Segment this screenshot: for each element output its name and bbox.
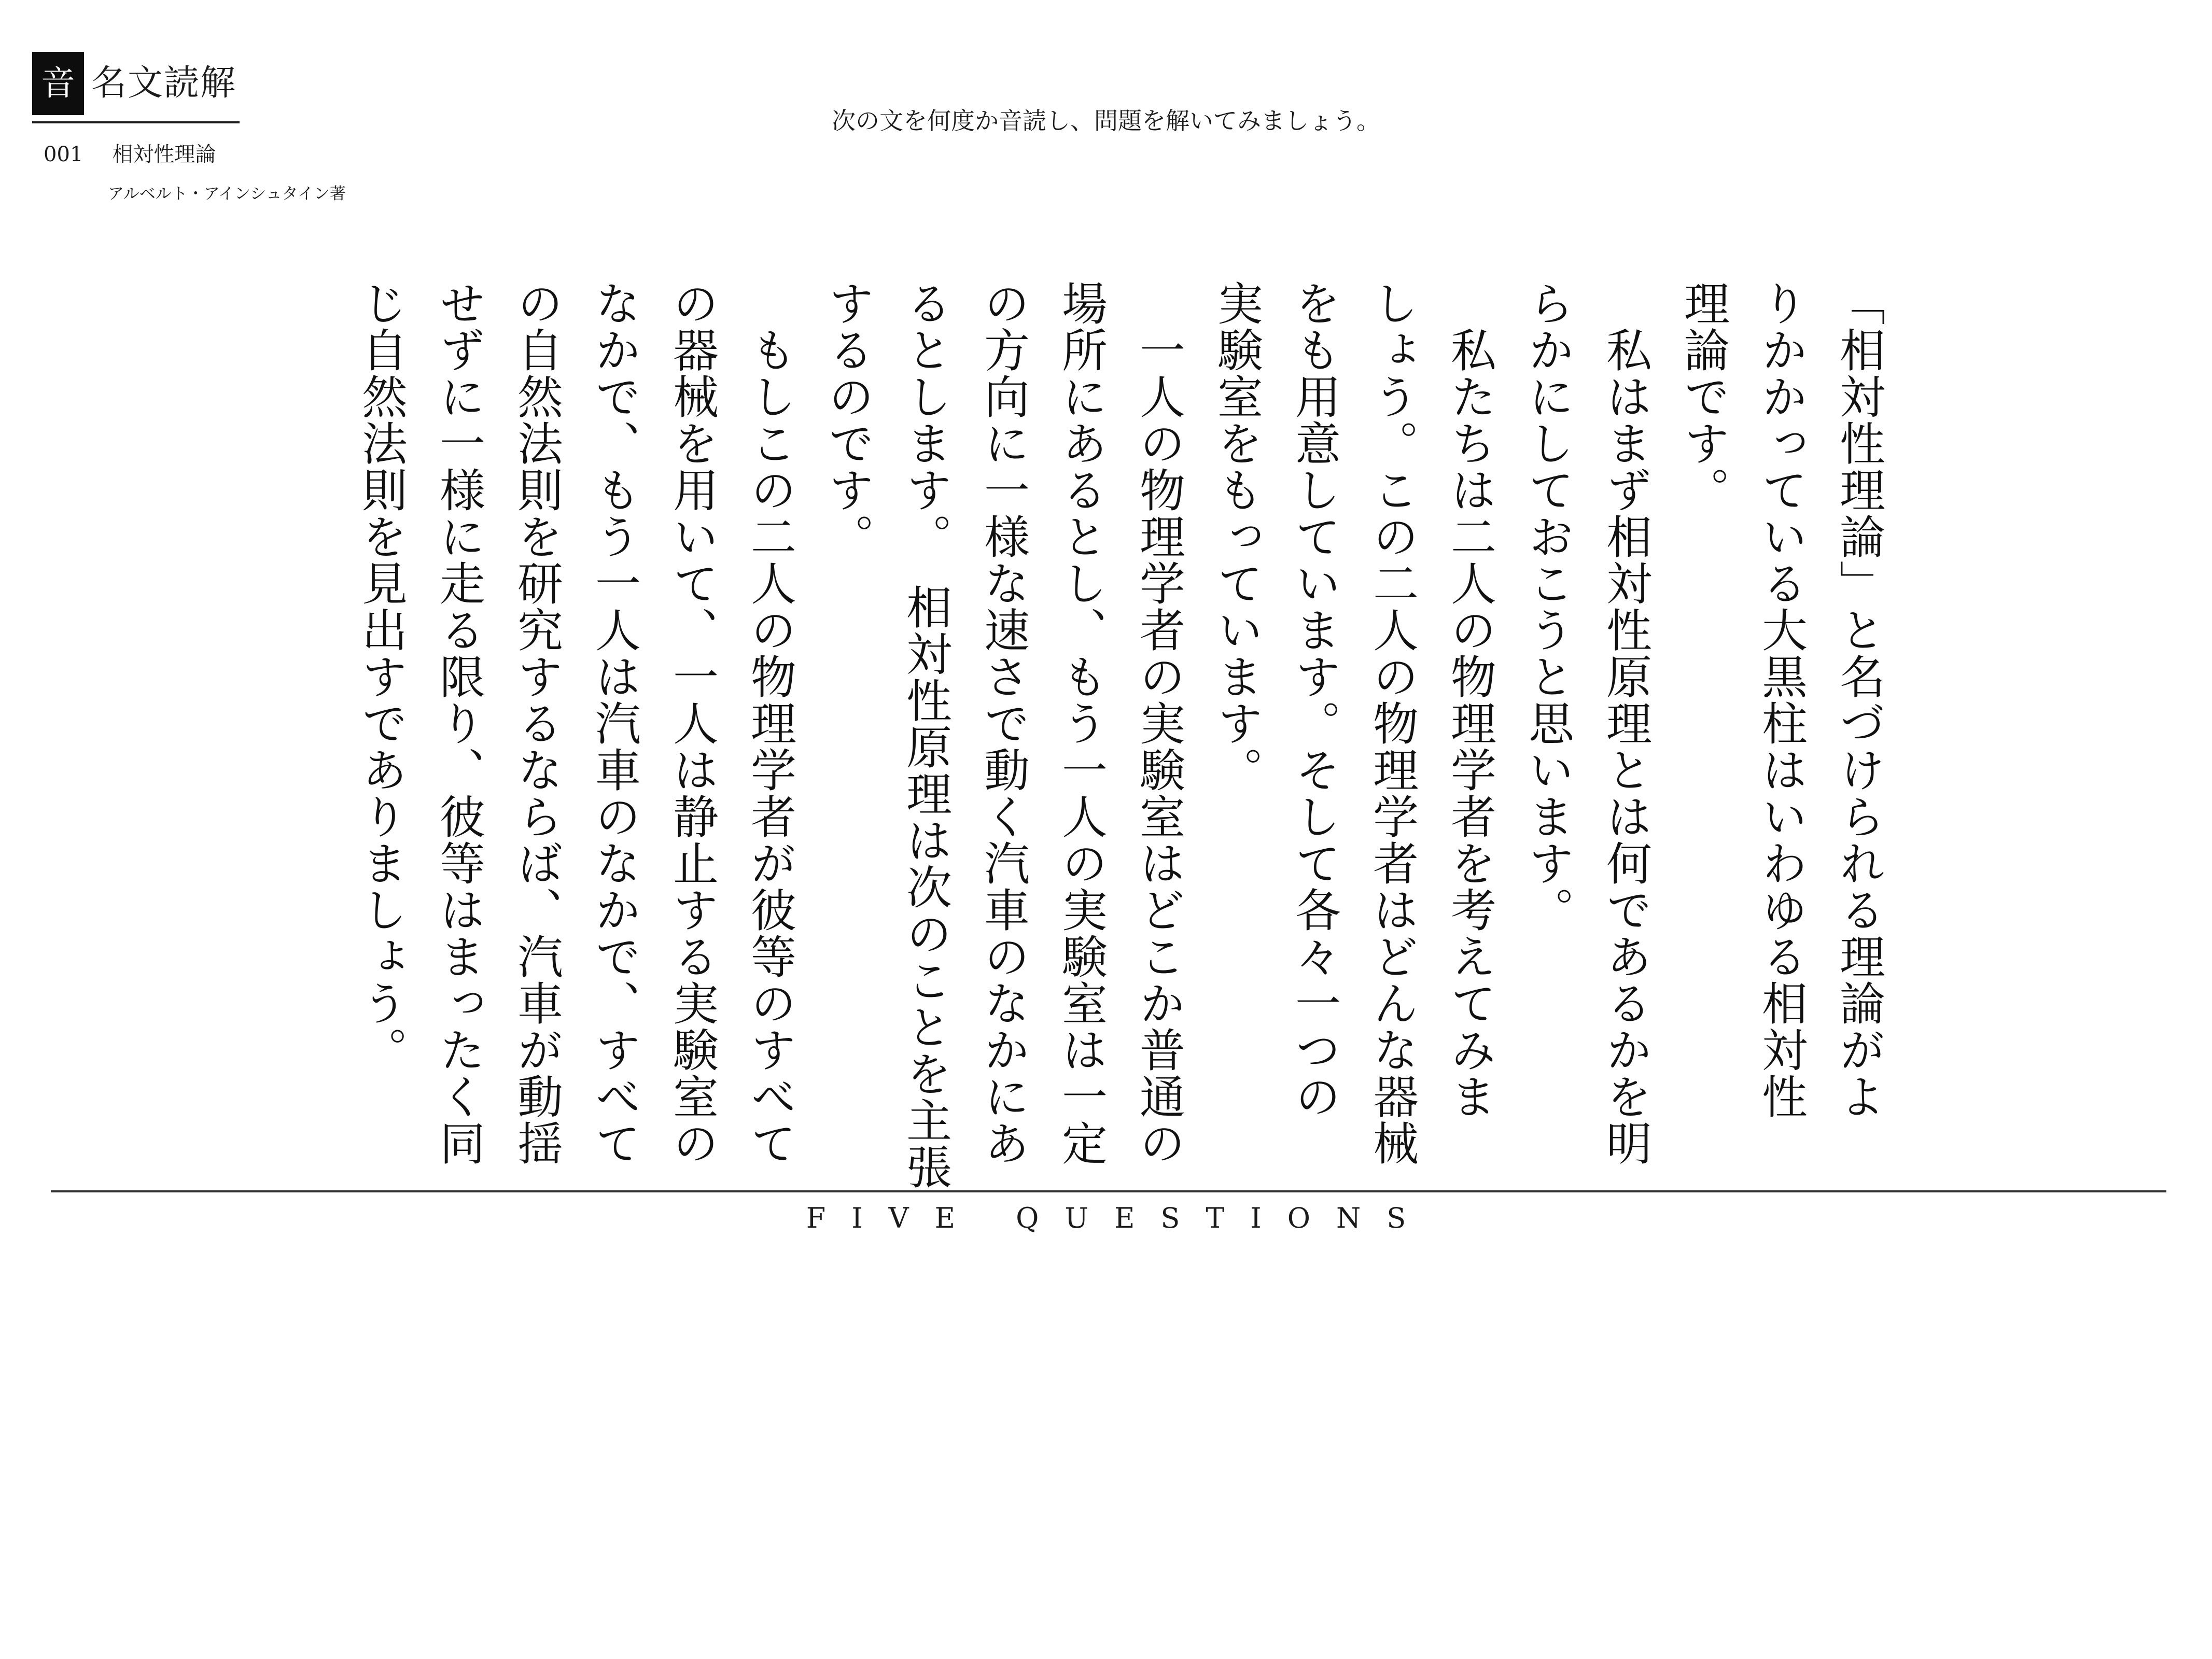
- author-credit: アルベルト・アインシュタイン著: [108, 185, 346, 203]
- passage-column: なかで、もう一人は汽車のなかで、すべて: [588, 280, 641, 1166]
- passage-column: 理論です。: [1677, 280, 1730, 513]
- passage-column: せずに一様に走る限り、彼等はまったく同: [432, 280, 486, 1166]
- passage-column: の自然法則を研究するならば、汽車が動揺: [510, 280, 564, 1166]
- passage-column: するのです。: [821, 280, 875, 560]
- passage-column: 私たちは二人の物理学者を考えてみま: [1444, 280, 1497, 1120]
- passage-column: じ自然法則を見出すでありましょう。: [355, 280, 408, 1073]
- passage-column: の器械を用いて、一人は静止する実験室の: [666, 280, 719, 1166]
- passage-column: るとします。 相対性原理は次のことを主張: [899, 280, 953, 1190]
- passage-column: 私はまず相対性原理とは何であるかを明: [1599, 280, 1653, 1166]
- passage-column: りかかっている大黒柱はいわゆる相対性: [1755, 280, 1808, 1120]
- brand-badge: 音: [32, 52, 84, 115]
- passage-column: 実験室をもっています。: [1210, 280, 1264, 793]
- reading-passage: [332, 280, 1898, 1190]
- section-divider: [51, 1190, 2166, 1192]
- brand-title: 名文読解: [91, 63, 237, 104]
- passage-column: をも用意しています。そして各々一つの: [1288, 280, 1341, 1120]
- lesson-heading: [44, 142, 216, 167]
- passage-column: 一人の物理学者の実験室はどこか普通の: [1132, 280, 1186, 1166]
- lesson-title: 相対性理論: [112, 143, 216, 166]
- passage-column: もしこの二人の物理学者が彼等のすべて: [744, 280, 797, 1166]
- brand-logo: [32, 52, 236, 115]
- passage-column: 「相対性理論」と名づけられる理論がよ: [1832, 280, 1886, 1120]
- passage-column: の方向に一様な速さで動く汽車のなかにあ: [977, 280, 1030, 1166]
- lesson-number: 001: [44, 143, 83, 166]
- section-heading: FIVE QUESTIONS: [806, 1202, 1432, 1234]
- passage-column: しょう。この二人の物理学者はどんな器械: [1366, 280, 1419, 1166]
- passage-column: らかにしておこうと思います。: [1521, 280, 1575, 933]
- instruction-text: 次の文を何度か音読し、問題を解いてみましょう。: [832, 107, 1380, 135]
- passage-column: 場所にあるとし、もう一人の実験室は一定: [1055, 280, 1108, 1166]
